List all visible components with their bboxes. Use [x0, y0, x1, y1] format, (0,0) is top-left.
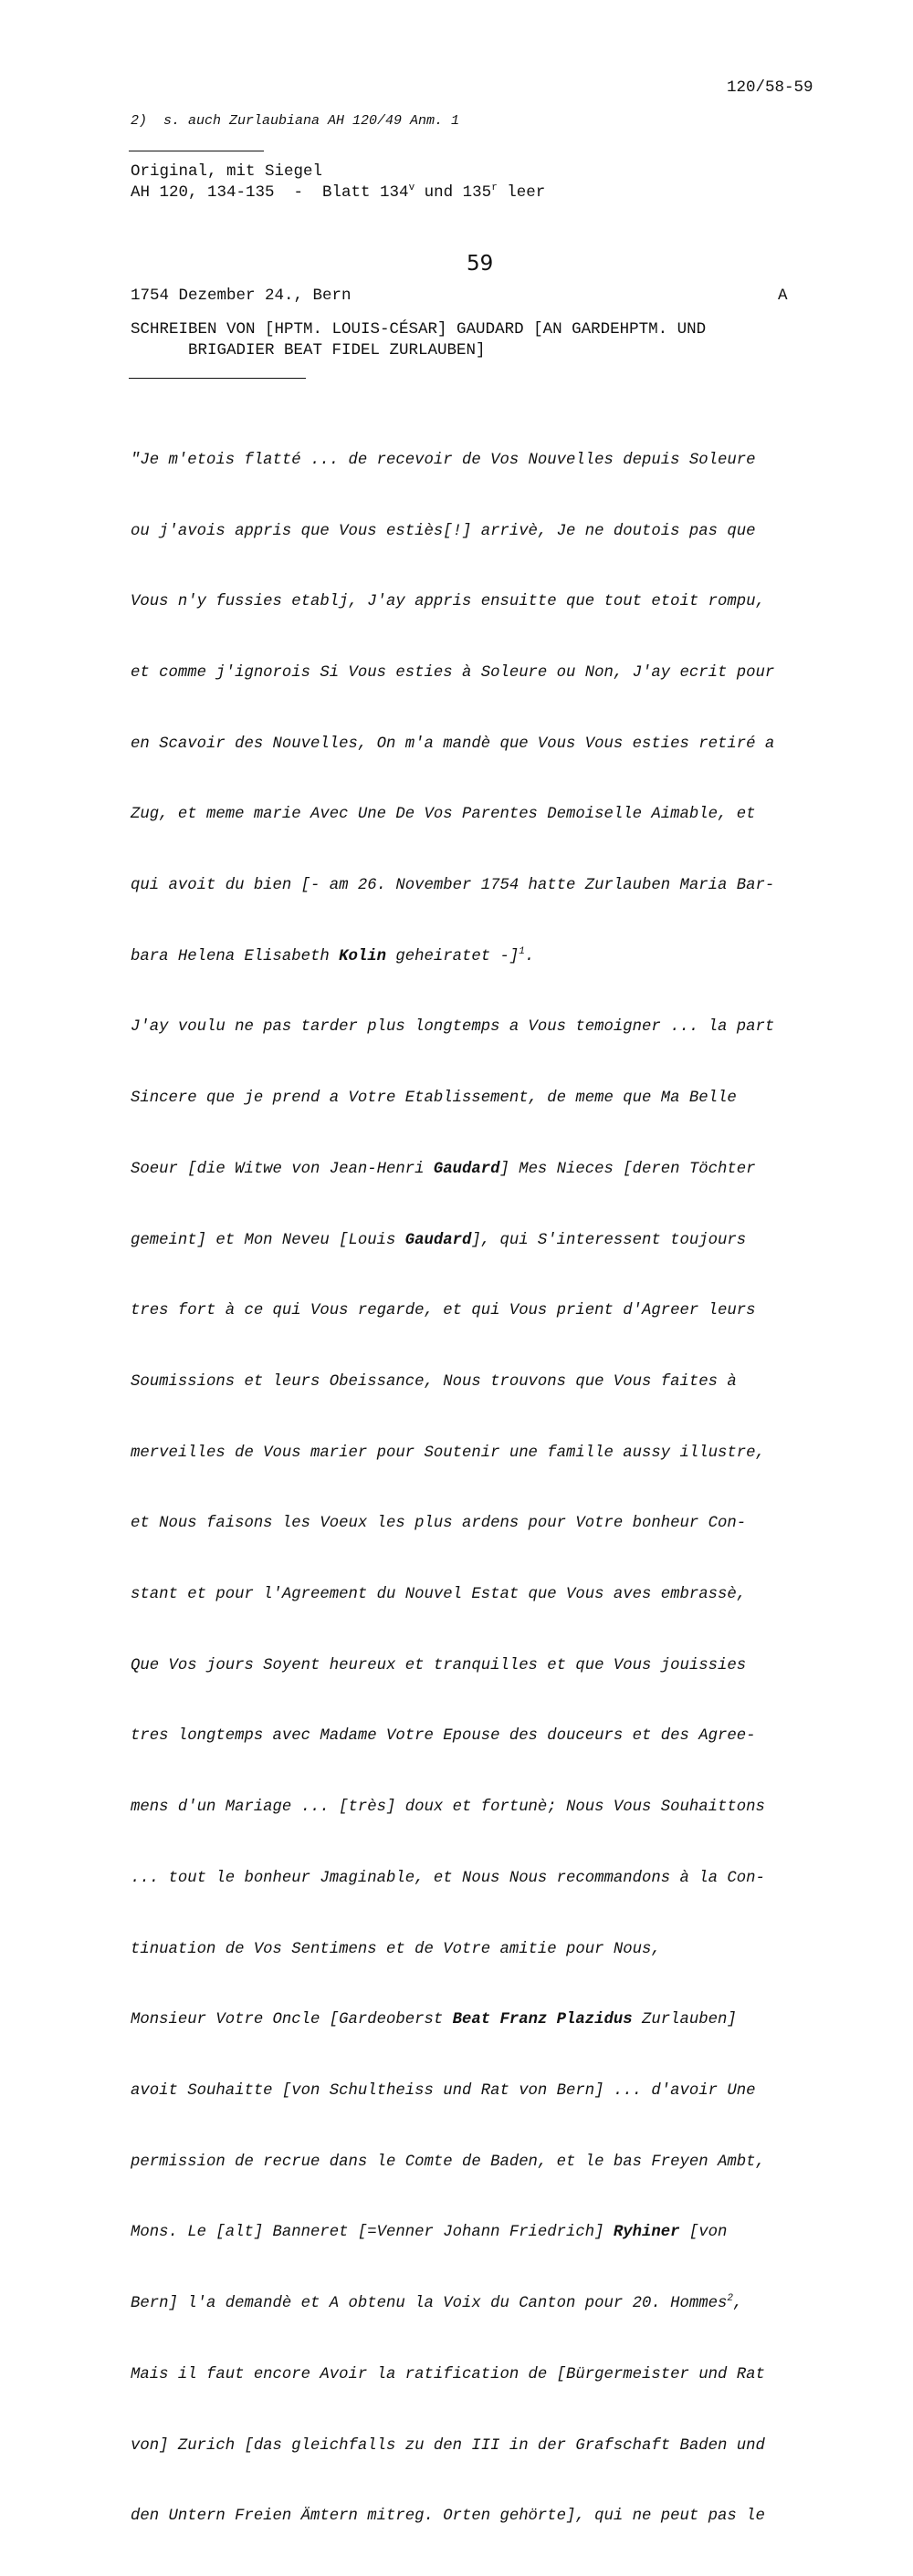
text-run: [von — [679, 2224, 728, 2242]
text-run: geheiratet -] — [386, 947, 519, 965]
body-line: avoit Souhaitte [von Schultheiss und Rat von Bern] ... d'avoir Une — [131, 2081, 756, 2100]
body-line — [131, 1229, 774, 1253]
text-run: Soeur [die Witwe von Jean-Henri — [131, 1160, 434, 1178]
source-line-2-part: leer — [497, 183, 546, 202]
title-line-2: BRIGADIER BEAT FIDEL ZURLAUBEN] — [131, 341, 486, 360]
text-run: Mons. Le [alt] Banneret [=Venner Johann Friedrich] — [131, 2224, 614, 2242]
body-line: merveilles de Vous marier pour Soutenir une famille aussy illustre, — [131, 1444, 765, 1462]
body-line: Soumissions et leurs Obeissance, Nous trouvons que Vous faites à — [131, 1372, 737, 1391]
text-run: ], qui S'interessent toujours — [471, 1231, 747, 1249]
text-run: . — [524, 947, 535, 965]
body-line: J'ay voulu ne pas tarder plus longtemps a Vous temoigner ... la part — [131, 1018, 775, 1037]
footnote: 2) s. auch Zurlaubiana AH 120/49 Anm. 1 — [131, 113, 460, 129]
body-line — [131, 945, 774, 969]
name-beat-franz-plazidus: Beat Franz Plazidus — [452, 2011, 633, 2029]
text-run: bara Helena Elisabeth — [131, 947, 340, 965]
title-line-1: SCHREIBEN VON [HPTM. LOUIS-CÉSAR] GAUDARD [AN GARDEHPTM. UND — [131, 320, 707, 339]
body-line: en Scavoir des Nouvelles, On m'a mandè que Vous Vous esties retiré a — [131, 735, 775, 753]
document-number: 59 — [467, 252, 494, 276]
title-divider — [129, 378, 306, 379]
body-line: tinuation de Vos Sentimens et de Votre amitie pour Nous, — [131, 1940, 661, 1958]
text-run: , — [732, 2295, 743, 2313]
text-run: ] Mes Nieces [deren Töchter — [499, 1160, 756, 1178]
body-line: "Je m'etois flatté ... de recevoir de Vos Nouvelles depuis Soleure — [131, 451, 756, 469]
document-title — [131, 319, 706, 361]
source-line-2 — [131, 183, 545, 202]
name-gaudard: Gaudard — [433, 1160, 500, 1178]
body-line: stant et pour l'Agreement du Nouvel Estat que Vous aves embrassè, — [131, 1586, 747, 1604]
body-line: tres fort à ce qui Vous regarde, et qui Vous prient d'Agreer leurs — [131, 1302, 756, 1320]
date-place: 1754 Dezember 24., Bern — [131, 287, 352, 305]
name-gaudard: Gaudard — [404, 1231, 472, 1249]
body-line: ou j'avois appris que Vous estiès[!] arrivè, Je ne doutois pas que — [131, 522, 756, 540]
body-line: et comme j'ignorois Si Vous esties à Soleure ou Non, J'ay ecrit pour — [131, 663, 775, 682]
body-line: Zug, et meme marie Avec Une De Vos Parentes Demoiselle Aimable, et — [131, 806, 756, 824]
text-run: gemeint] et Mon Neveu [Louis — [131, 1231, 405, 1249]
body-line — [131, 1158, 774, 1182]
source-line-1: Original, mit Siegel — [131, 162, 323, 181]
document-type-marker: A — [778, 287, 788, 305]
body-line: permission de recrue dans le Comte de Baden, et le bas Freyen Ambt, — [131, 2153, 765, 2171]
footnote-ref: 1 — [519, 945, 525, 957]
body-line: Mais il faut encore Avoir la ratification de [Bürgermeister und Rat — [131, 2365, 765, 2383]
name-ryhiner: Ryhiner — [613, 2224, 680, 2242]
text-run: Bern] l'a demandè et A obtenu la Voix du Canton pour 20. Hommes — [131, 2295, 728, 2313]
body-line — [131, 2292, 774, 2316]
body-line: Vous n'y fussies etablj, J'ay appris ensuitte que tout etoit rompu, — [131, 593, 765, 611]
body-line: ... tout le bonheur Jmaginable, et Nous Nous recommandons à la Con- — [131, 1869, 765, 1887]
body-line: mens d'un Mariage ... [très] doux et fortunè; Nous Vous Souhaittons — [131, 1799, 765, 1817]
body-line: et Nous faisons les Voeux les plus ardens pour Votre bonheur Con- — [131, 1515, 747, 1533]
body-line: Que Vos jours Soyent heureux et tranquilles et que Vous jouissies — [131, 1656, 747, 1674]
page-reference: 120/58-59 — [727, 78, 813, 97]
body-line: von] Zurich [das gleichfalls zu den III in der Grafschaft Baden und — [131, 2436, 765, 2455]
letter-body — [131, 402, 774, 2576]
text-run: Monsieur Votre Oncle [Gardeoberst — [131, 2011, 453, 2029]
text-run: Zurlauben] — [632, 2011, 737, 2029]
verso-superscript: v — [408, 183, 415, 193]
body-line: tres longtemps avec Madame Votre Epouse des douceurs et des Agree- — [131, 1727, 756, 1746]
body-line: qui avoit du bien [- am 26. November 1754 hatte Zurlauben Maria Bar- — [131, 877, 775, 895]
body-line: den Untern Freien Ämtern mitreg. Orten gehörte], qui ne peut pas le — [131, 2508, 765, 2526]
source-line-2-part: AH 120, 134-135 - Blatt 134 — [131, 183, 409, 202]
body-line: Sincere que je prend a Votre Etablissement, de meme que Ma Belle — [131, 1090, 737, 1108]
recto-superscript: r — [491, 183, 498, 193]
source-info — [131, 162, 545, 203]
footnote-ref: 2 — [727, 2293, 733, 2305]
body-line — [131, 2221, 774, 2245]
body-line — [131, 2008, 774, 2032]
source-line-2-part: und 135 — [415, 183, 492, 202]
name-kolin: Kolin — [339, 947, 387, 965]
